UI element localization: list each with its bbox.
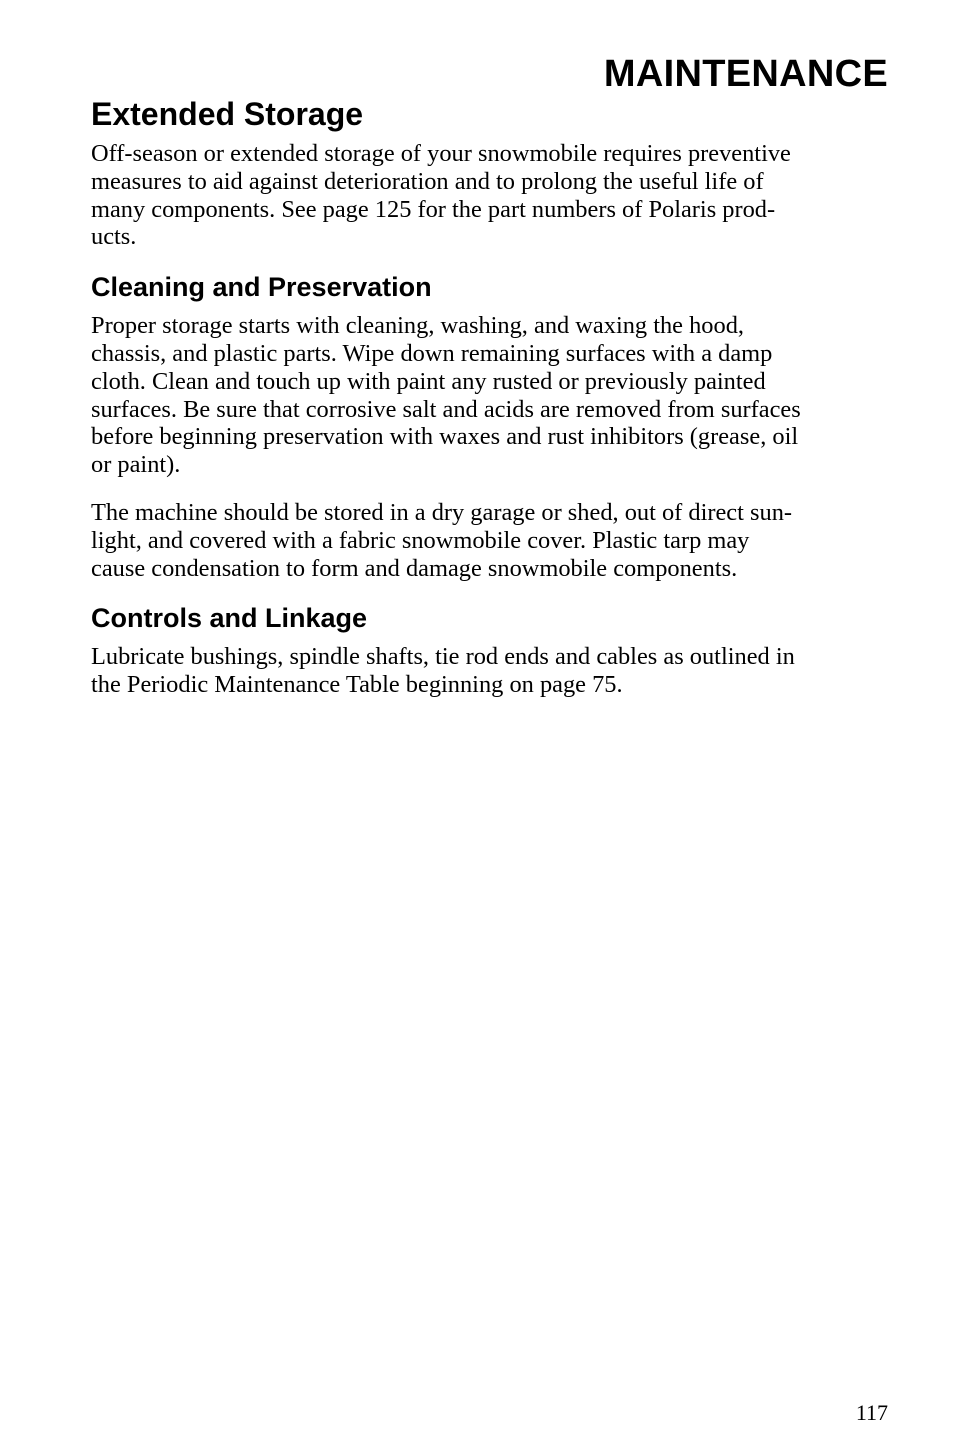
cleaning-paragraph-1: Proper storage starts with cleaning, washing, and waxing the hood, chassis, and plastic parts. Wipe down remaining surfaces with a damp cloth. Clean and touch up with paint any rusted or previously painted surfaces. Be sure that corrosive salt and acids are removed from surfaces before beginning preservation with waxes and rust inhibitors (grease, oil or paint). <box>91 312 801 479</box>
subsection-title-cleaning: Cleaning and Preservation <box>91 272 432 303</box>
controls-paragraph-1: Lubricate bushings, spindle shafts, tie rod ends and cables as outlined in the Periodic Maintenance Table beginning on page 75. <box>91 643 795 699</box>
section-intro-paragraph: Off-season or extended storage of your snowmobile requires preventive measures to aid against deterioration and to prolong the useful life of many components. See page 125 for the part numbers of Polaris prod- ucts. <box>91 140 791 251</box>
subsection-title-controls: Controls and Linkage <box>91 603 368 634</box>
cleaning-paragraph-2: The machine should be stored in a dry garage or shed, out of direct sun- light, and covered with a fabric snowmobile cover. Plastic tarp may cause condensation to form and damage snowmobile components. <box>91 498 793 582</box>
running-head-title: MAINTENANCE <box>603 53 888 95</box>
section-title: Extended Storage <box>91 96 364 132</box>
page-content <box>91 92 891 699</box>
page-number: 117 <box>855 1400 888 1425</box>
